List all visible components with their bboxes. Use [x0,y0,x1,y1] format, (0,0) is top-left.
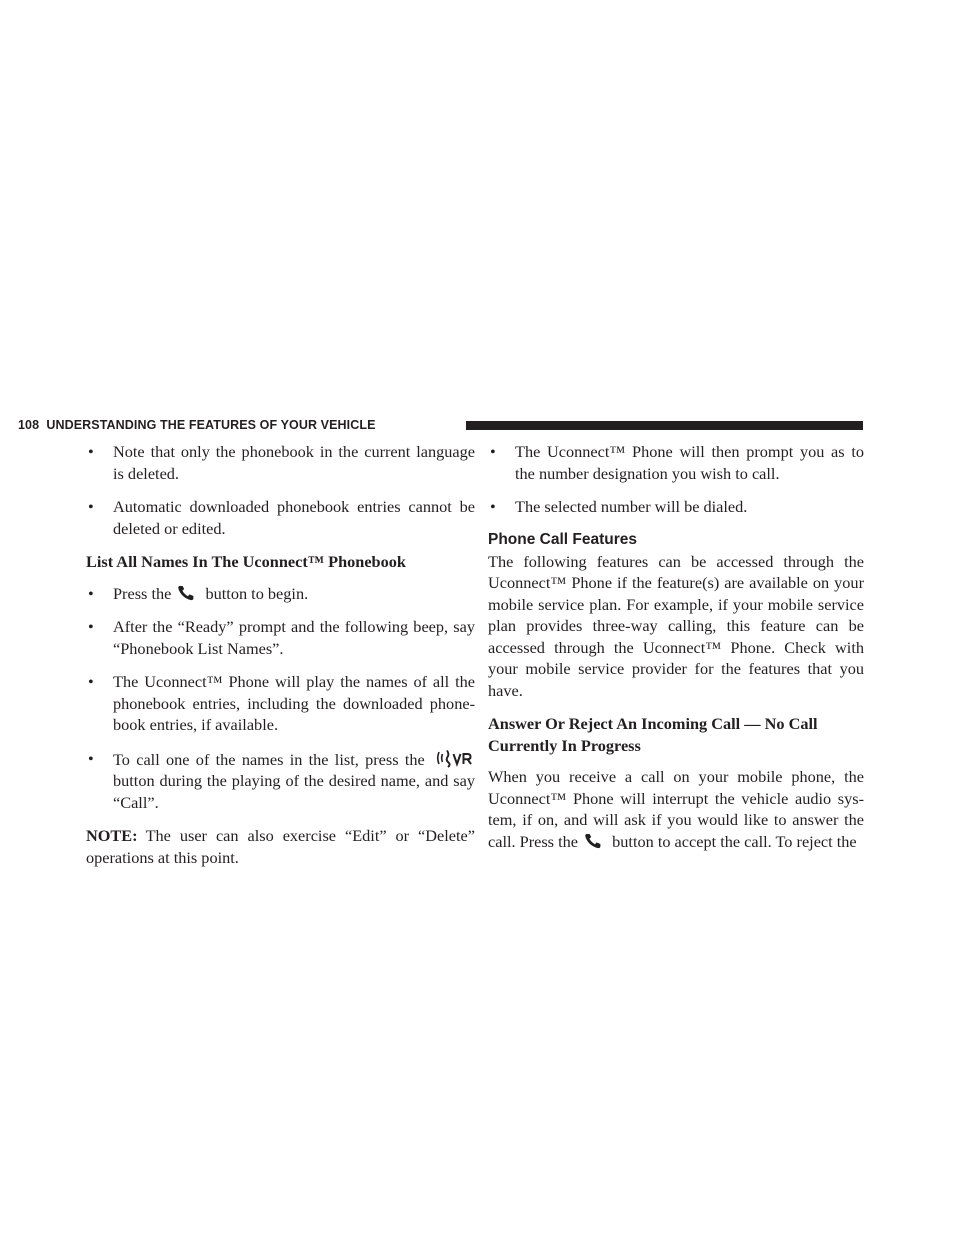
answer-text-after: button to accept the call. To reject the [612,831,857,851]
bullet-dot: • [88,748,94,768]
bullet-dot: • [490,442,496,461]
section-heading-phone-call-features: Phone Call Features [488,530,638,548]
bullet-text: The Uconnect™ Phone will then prompt you as to the number designation you wish to call. [515,442,864,483]
bullet-dot: • [88,617,94,636]
list-item [86,748,475,814]
list-item [86,583,475,605]
bullet-text: The Uconnect™ Phone will play the names of all the phonebook entries, including the downloaded phone-book entries, if available. [113,672,475,734]
list-item [86,616,475,659]
phone-icon [583,832,605,850]
note-label: NOTE: [86,826,138,845]
call-text-after: button during the playing of the desired name, and say “Call”. [113,771,475,812]
voice-recognition-icon [435,748,475,768]
left-column [86,441,475,868]
note-paragraph [86,825,475,868]
note-text: The user can also exercise “Edit” or “Delete” operations at this point. [86,826,475,867]
list-item [86,496,475,539]
bullet-dot: • [88,497,94,516]
subheading-list-names: List All Names In The Uconnect™ Phonebook [86,552,406,571]
subheading-answer-reject: Answer Or Reject An Incoming Call — No Call Currently In Progress [488,714,818,755]
press-text-after: button to begin. [205,583,309,603]
bullet-dot: • [88,442,94,461]
bullet-dot: • [88,583,94,603]
page-header-text [18,417,376,433]
header-rule [466,421,863,430]
list-item [488,441,864,484]
list-item [86,441,475,484]
bullet-text: After the “Ready” prompt and the following beep, say “Phonebook List Names”. [113,617,475,658]
page-number: 108 [18,418,40,432]
list-item [488,496,864,518]
bullet-dot: • [490,497,496,516]
answer-text-before: When you receive a call on your mobile phone, the Uconnect™ Phone will interrupt the vehicle audio sys-tem, if on, and will ask if you would like to answer the call. Press the [488,767,864,851]
bullet-text: The selected number will be dialed. [515,497,748,516]
bullet-text: Note that only the phonebook in the current language is deleted. [113,442,475,483]
phone-icon [176,584,198,602]
call-text-before: To call one of the names in the list, press the [113,749,425,769]
press-text-before: Press the [113,583,172,603]
list-item [86,671,475,736]
section-title: UNDERSTANDING THE FEATURES OF YOUR VEHICLE [46,418,376,432]
bullet-text: Automatic downloaded phonebook entries cannot be deleted or edited. [113,497,475,538]
answer-paragraph [488,766,864,852]
features-paragraph: The following features can be accessed through the Uconnect™ Phone if the feature(s) are available on your mobile service plan. For example, if your mobile service plan provides three-way calling, this feature can be accessed through the Uconnect™ Phone. Check with your mobile service provider for the features that you have. [488,551,864,700]
bullet-dot: • [88,672,94,691]
page-header [18,417,863,433]
right-column [488,441,864,864]
